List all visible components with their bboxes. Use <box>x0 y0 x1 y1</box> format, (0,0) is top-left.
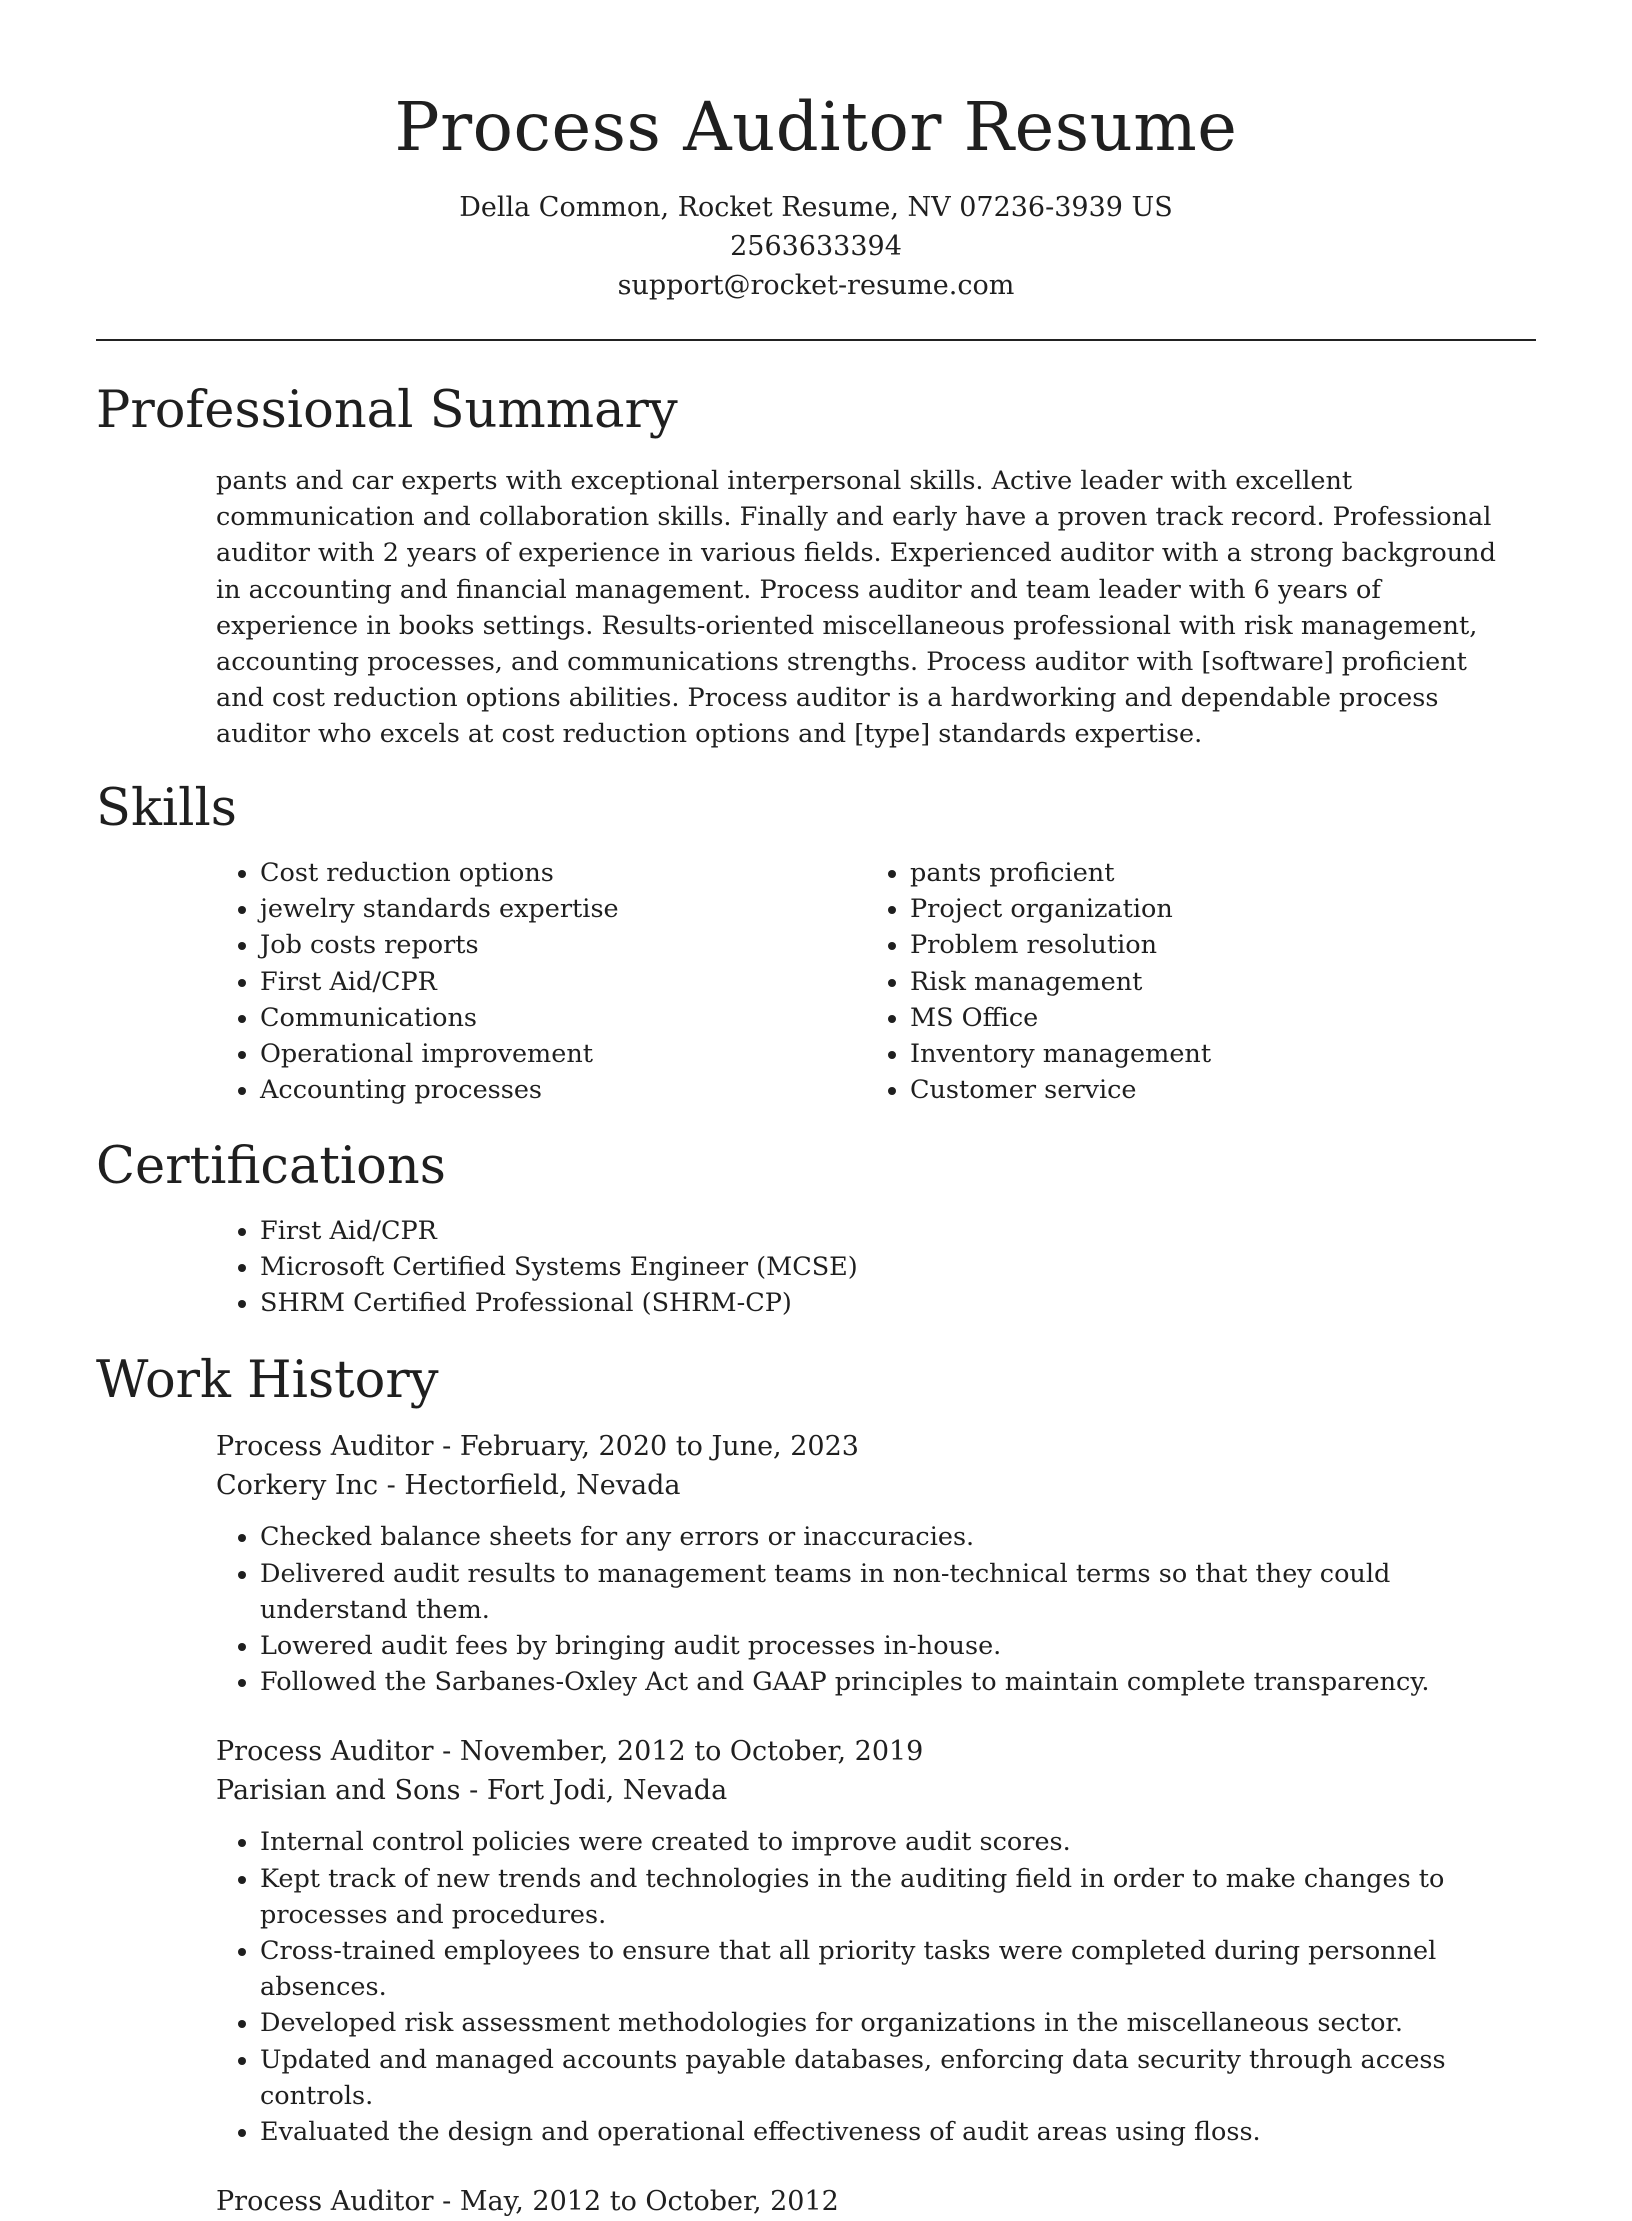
skill-item: • Problem resolution <box>910 927 1516 963</box>
contact-address: Della Common, Rocket Resume, NV 07236-3939 US <box>459 192 1173 223</box>
skill-item: • Cost reduction options <box>260 855 866 891</box>
skill-item: • Communications <box>260 1000 866 1036</box>
job-dates: February, 2020 to June, 2023 <box>459 1431 859 1463</box>
job-title-line: Process Auditor - February, 2020 to June, 2023 <box>216 1431 859 1463</box>
job-bullet: • Developed risk assessment methodologies for organizations in the miscellaneous sector. <box>260 2005 1536 2041</box>
job-bullets <box>216 1824 1536 2150</box>
job-company: Parisian and Sons <box>216 1775 461 1807</box>
skill-item: • Job costs reports <box>260 927 866 963</box>
job-dates: November, 2012 to October, 2019 <box>459 1736 924 1768</box>
job-bullet: • Updated and managed accounts payable databases, enforcing data security through access controls. <box>260 2042 1536 2114</box>
contact-block <box>96 188 1536 305</box>
skill-item: • pants proficient <box>910 855 1516 891</box>
resume-title: Process Auditor Resume <box>394 88 1238 166</box>
skill-item: • Accounting processes <box>260 1072 866 1108</box>
job-bullet: • Followed the Sarbanes-Oxley Act and GAAP principles to maintain complete transparency. <box>260 1664 1536 1700</box>
job-company-line: Corkery Inc - Hectorfield, Nevada <box>216 1470 681 1502</box>
certifications-heading: Certifications <box>96 1136 446 1196</box>
job-bullet: • Internal control policies were created to improve audit scores. <box>260 1824 1536 1860</box>
job-location: Fort Jodi, Nevada <box>486 1775 728 1807</box>
job-bullets <box>216 1519 1536 1700</box>
job-title-line: Process Auditor - November, 2012 to October, 2019 <box>216 1736 924 1768</box>
work-history-heading: Work History <box>96 1351 439 1411</box>
job-dates: May, 2012 to October, 2012 <box>459 2186 839 2218</box>
header-divider <box>96 339 1536 341</box>
skill-item: • Project organization <box>910 891 1516 927</box>
skills-list-right <box>866 855 1516 1109</box>
skills-list-left <box>216 855 866 1109</box>
job-bullet: • Kept track of new trends and technologies in the auditing field in order to make changes to processes and procedures. <box>260 1861 1536 1933</box>
skills-heading: Skills <box>96 778 237 838</box>
job-location: Hectorfield, Nevada <box>404 1470 681 1502</box>
contact-email: support@rocket-resume.com <box>617 270 1015 301</box>
certification-item: • First Aid/CPR <box>260 1213 1536 1249</box>
skill-item: • jewelry standards expertise <box>260 891 866 927</box>
job-title-line: Process Auditor - May, 2012 to October, 2012 <box>216 2186 839 2218</box>
certification-item: • SHRM Certified Professional (SHRM-CP) <box>260 1285 1536 1321</box>
job-title: Process Auditor <box>216 1431 434 1463</box>
contact-phone: 2563633394 <box>730 231 902 262</box>
job-entry <box>216 1427 1536 1700</box>
skills-columns <box>216 855 1536 1109</box>
certification-item: • Microsoft Certified Systems Engineer (MCSE) <box>260 1249 1536 1285</box>
job-entry <box>216 2182 1536 2221</box>
job-title: Process Auditor <box>216 1736 434 1768</box>
skill-item: • Operational improvement <box>260 1036 866 1072</box>
job-bullet: • Cross-trained employees to ensure that all priority tasks were completed during personnel absences. <box>260 1933 1536 2005</box>
summary-heading: Professional Summary <box>96 381 678 440</box>
summary-text: pants and car experts with exceptional interpersonal skills. Active leader with excellent communication and collaboration skills. Finally and early have a proven track record. Professional auditor with 2 years of experience in various fields. Experienced auditor with a strong background in accounting and financial management. Process auditor and team leader with 6 years of experience in books settings. Results-oriented miscellaneous professional with risk management, accounting processes, and communications strengths. Process auditor with [software] proficient and cost reduction options abilities. Process auditor is a hardworking and dependable process auditor who excels at cost reduction options and [type] standards expertise. <box>216 466 1496 750</box>
job-bullet: • Checked balance sheets for any errors or inaccuracies. <box>260 1519 1536 1555</box>
skill-item: • First Aid/CPR <box>260 964 866 1000</box>
job-company-line: Parisian and Sons - Fort Jodi, Nevada <box>216 1775 728 1807</box>
job-company: Corkery Inc <box>216 1470 379 1502</box>
job-entry <box>216 1732 1536 2150</box>
skill-item: • Risk management <box>910 964 1516 1000</box>
skill-item: • MS Office <box>910 1000 1516 1036</box>
job-bullet: • Lowered audit fees by bringing audit processes in-house. <box>260 1628 1536 1664</box>
resume-page <box>96 0 1536 2221</box>
job-bullet: • Delivered audit results to management teams in non-technical terms so that they could understand them. <box>260 1556 1536 1628</box>
skill-item: • Inventory management <box>910 1036 1516 1072</box>
certifications-list <box>216 1213 1536 1322</box>
job-bullet: • Evaluated the design and operational effectiveness of audit areas using floss. <box>260 2114 1536 2150</box>
job-title: Process Auditor <box>216 2186 434 2218</box>
skill-item: • Customer service <box>910 1072 1516 1108</box>
